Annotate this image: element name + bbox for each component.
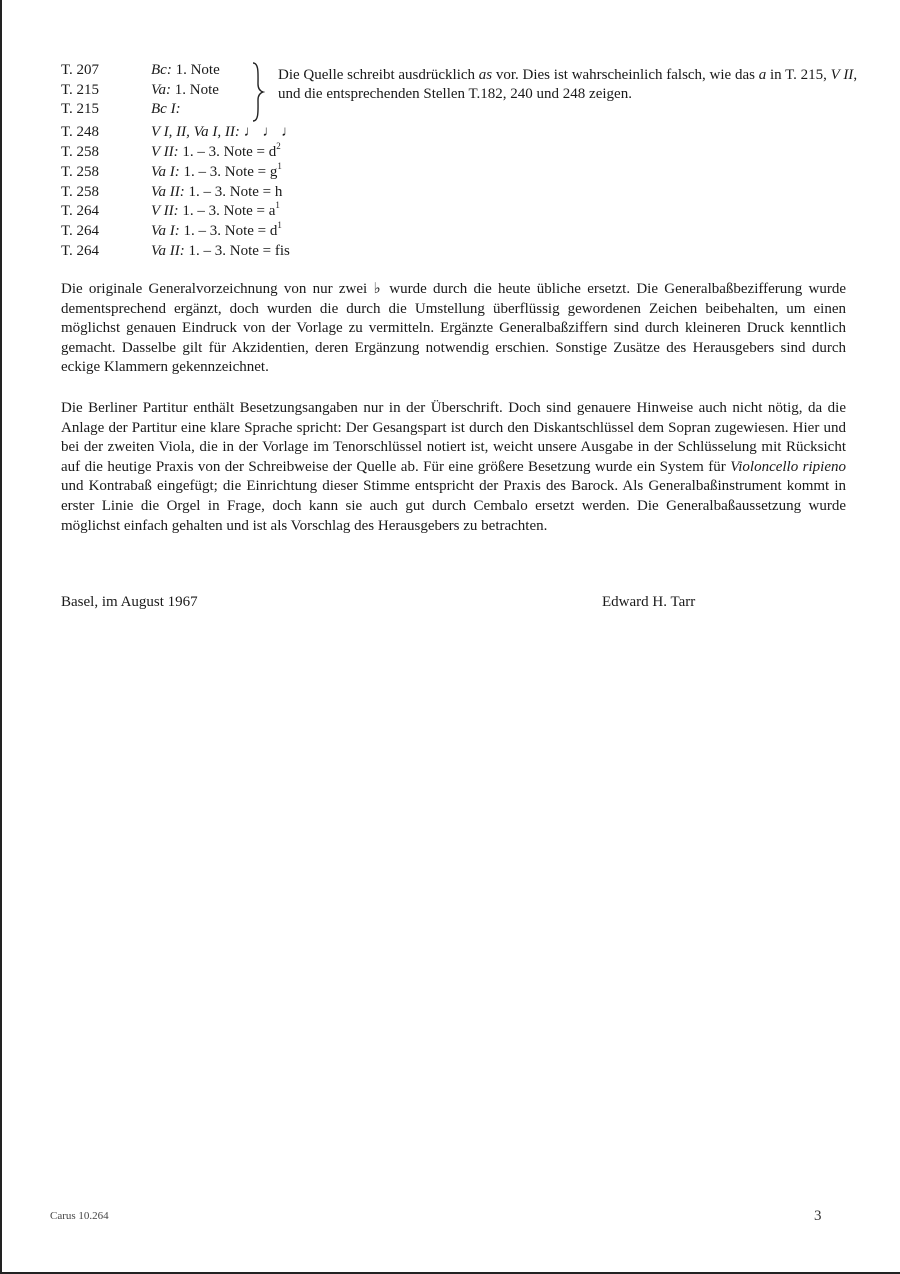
note-description: [151, 241, 290, 261]
note-description: [151, 80, 219, 100]
bar-number: T. 264: [61, 223, 100, 239]
note-text: 1. – 3. Note = g: [179, 164, 278, 180]
octave-mark: 1: [277, 161, 282, 171]
note-text: 1. – 3. Note = d: [178, 144, 277, 160]
part-label: V II:: [151, 144, 179, 160]
catalog-number: Carus 10.264: [50, 1210, 109, 1222]
octave-mark: 2: [276, 141, 281, 151]
part-label: Bc I:: [151, 101, 181, 117]
note-description: [151, 182, 282, 202]
part-label: Va II:: [151, 184, 185, 200]
bar-number: T. 258: [61, 164, 100, 180]
bar-number: T. 264: [61, 203, 100, 219]
note-text: 1. – 3. Note = fis: [184, 243, 290, 259]
octave-mark: 1: [277, 220, 282, 230]
note-text: 1. Note: [171, 62, 220, 78]
curly-brace-icon: [251, 62, 265, 122]
part-label: Va II:: [151, 243, 185, 259]
paragraph-scoring: Die Berliner Partitur enthält Besetzungsangaben nur in der Überschrift. Doch sind genauere Hinweise auch nicht nötig, da die Anlage der Partitur eine klare Sprache spricht: Der Gesangspart ist durch den Diskantschlüssel dem Sopran zugewiesen. Hier und bei der zweiten Viola, die in der Vorlage im Tenorschlüssel notiert ist, weicht unsere Ausgabe in der Schlüsselung mit Rücksicht auf die heutige Praxis von der Schreibweise der Quelle ab. Für eine größere Besetzung wurde ein System für Violoncello ripieno und Kontrabaß eingefügt; die Einrichtung dieser Stimme entspricht der Praxis des Barock. Als Generalbaßinstrument kommt in erster Linie die Orgel in Frage, doch kann sie auch gut durch Cembalo ersetzt werden. Die Generalbaßaussetzung wurde möglichst einfach gehalten und ist als Vorschlag des Herausgebers zu betrachten.: [61, 400, 846, 534]
page-number: 3: [814, 1208, 822, 1224]
part-label: Va I:: [151, 164, 180, 180]
bar-number: T. 207: [61, 62, 100, 78]
note-text: 1. – 3. Note = d: [179, 223, 278, 239]
note-description: [151, 122, 296, 142]
brace-comment: Die Quelle schreibt ausdrücklich as vor. Dies ist wahrscheinlich falsch, wie das a in T. 215, V II, und die entsprechenden Stellen T.182, 240 und 248 zeigen.: [278, 67, 858, 102]
note-text: 1. Note: [171, 82, 219, 98]
author-signature: Edward H. Tarr: [602, 594, 696, 610]
part-label: Bc:: [151, 62, 172, 78]
note-symbols: ♩ ♩ ♩: [239, 124, 297, 140]
bar-number: T. 215: [61, 101, 100, 117]
paragraph-key-signature: Die originale Generalvorzeichnung von nur zwei ♭ wurde durch die heute übliche ersetzt. Die Generalbaßbezifferung wurde dementsprechend ergänzt, doch wurden die durch die Umstellung überflüssig gewordenen Zeichen beibehalten, um einen möglichst genauen Eindruck von der Vorlage zu vermitteln. Ergänzte Generalbaßziffern sind durch kleineren Druck kenntlich gemacht. Dasselbe gilt für Akzidentien, deren Ergänzung notwendig erschien. Sonstige Zusätze des Herausgebers sind durch eckige Klammern gekennzeichnet.: [61, 281, 846, 376]
note-text: 1. – 3. Note = h: [184, 184, 283, 200]
octave-mark: 1: [275, 200, 280, 210]
bar-number: T. 258: [61, 184, 100, 200]
note-description: [151, 201, 280, 221]
note-description: [151, 142, 281, 162]
part-label: Va:: [151, 82, 171, 98]
part-label: V II:: [151, 203, 179, 219]
note-description: [151, 60, 220, 80]
bar-number: T. 215: [61, 82, 100, 98]
note-text: 1. – 3. Note = a: [178, 203, 276, 219]
part-label: V I, II, Va I, II:: [151, 124, 240, 140]
part-label: Va I:: [151, 223, 180, 239]
bar-number: T. 264: [61, 243, 100, 259]
note-description: [151, 99, 181, 119]
bar-number: T. 258: [61, 144, 100, 160]
note-description: [151, 221, 282, 241]
bar-number: T. 248: [61, 124, 100, 140]
note-description: [151, 162, 282, 182]
place-date: Basel, im August 1967: [61, 594, 198, 610]
